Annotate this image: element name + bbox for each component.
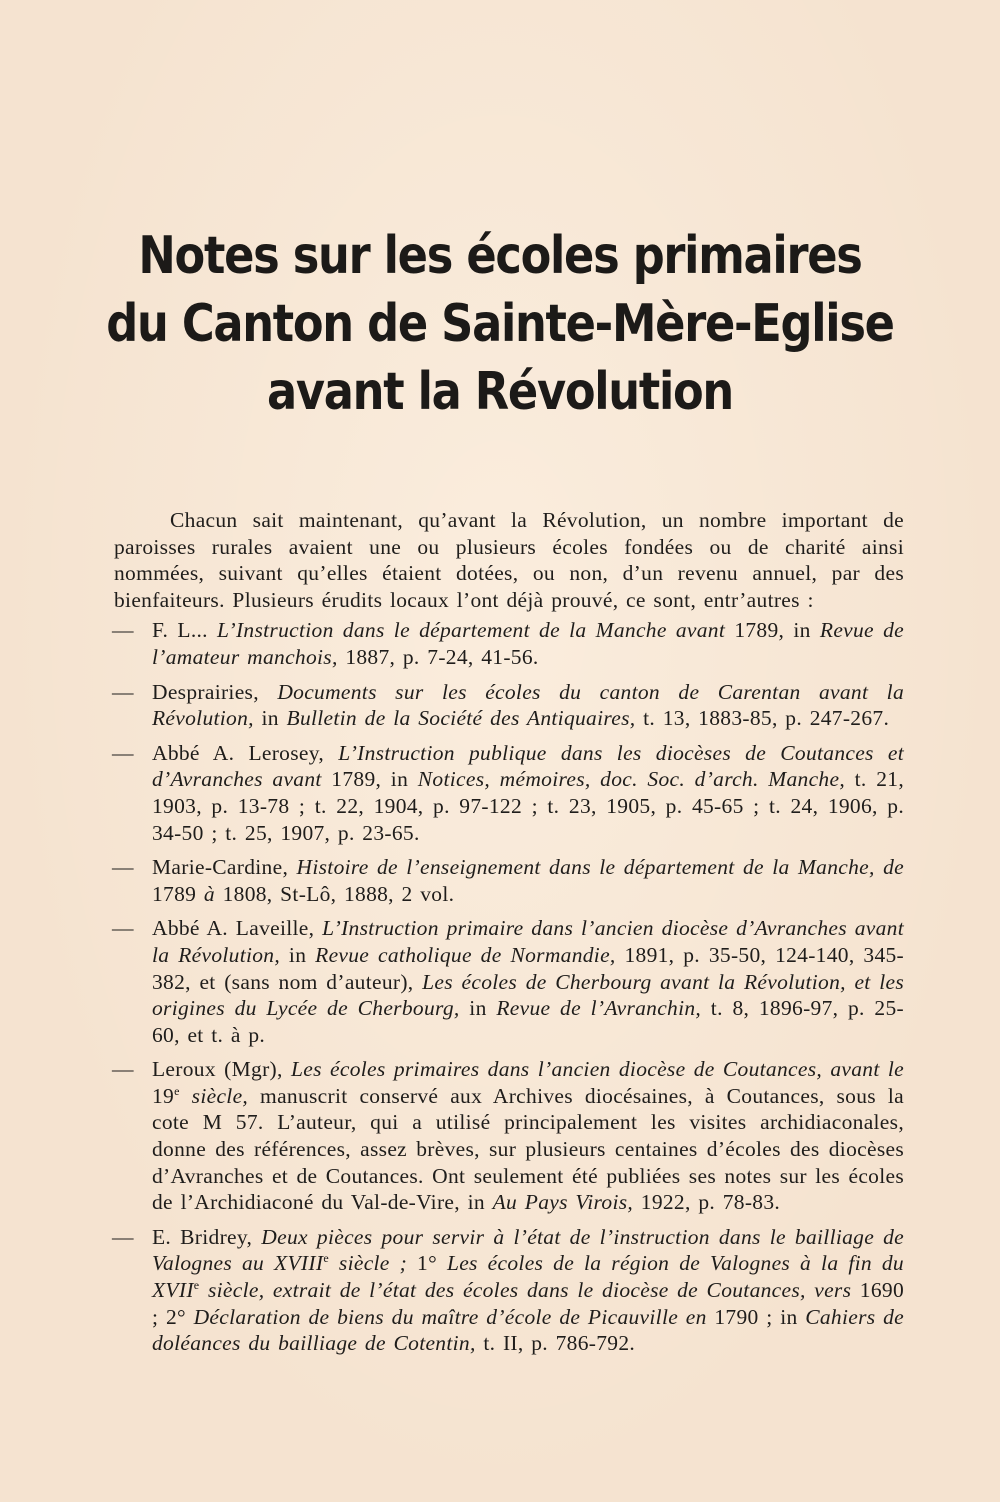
reference-dash: — [112,618,134,643]
reference-dash: — [112,740,134,765]
reference-dash: — [112,679,134,704]
reference-item-3: — Abbé A. Lerosey, L’Instruction publique dans les diocèses de Coutances et d’Avranches avant 1789, in Notices, mémoires, doc. Soc. d’arch. Manche, t. 21, 1903, p. 13-78 ; t. 22, 1904, p. 97-122 ; t. 23, 1905, p. 45-65 ; t. 24, 1906, p. 34-50 ; t. 25, 1907, p. 23-65. [112,740,905,845]
title-line-2: du Canton de Sainte-Mère-Eglise [106,294,894,354]
reference-dash: — [112,855,134,880]
reference-item-6: — Leroux (Mgr), Les écoles primaires dans l’ancien diocèse de Coutances, avant le 19e siècle, manuscrit conservé aux Archives diocésaines, à Coutances, sous la cote M 57. L’auteur, qui a utilisé principalement les visites archidiaconales, donne des références, assez brèves, sur plusieurs centaines d’écoles des diocèses d’Avranches et de Coutances. Ont seulement été publiées ses notes sur les écoles de l’Archidiaconé du Val-de-Vire, in Au Pays Virois, 1922, p. 78-83. [112,1057,904,1215]
title-line-1: Notes sur les écoles primaires [138,226,862,286]
reference-item-5: — Abbé A. Laveille, L’Instruction primaire dans l’ancien diocèse d’Avranches avant la Révolution, in Revue catholique de Normandie, 1891, p. 35-50, 124-140, 345-382, et (sans nom d’auteur), Les écoles de Cherbourg avant la Révolution, et les origines du Lycée de Cherbourg, in Revue de l’Avranchin, t. 8, 1896-97, p. 25-60, et t. à p. [112,916,905,1047]
reference-item-7: — E. Bridrey, Deux pièces pour servir à l’état de l’instruction dans le bailliage de Valognes au XVIIIe siècle ; 1° Les écoles de la région de Valognes à la fin du XVIIe siècle, extrait de l’état des écoles dans le diocèse de Coutances, vers 1690 ; 2° Déclaration de biens du maître d’école de Picauville en 1790 ; in Cahiers de doléances du bailliage de Cotentin, t. II, p. 786-792. [112,1224,905,1356]
reference-dash: — [112,1057,134,1082]
article-title [0,222,1000,426]
title-line-3: avant la Révolution [267,362,733,422]
reference-item-4: — Marie-Cardine, Histoire de l’enseignement dans le département de la Manche, de 1789 à 1808, St-Lô, 1888, 2 vol. [112,855,904,906]
intro-paragraph: Chacun sait maintenant, qu’avant la Révolution, un nombre important de paroisses rurales avaient une ou plusieurs écoles fondées ou de charité ainsi nommées, suivant qu’elles étaient dotées, ou non, d’un revenu annuel, par des bienfaiteurs. Plusieurs érudits locaux l’ont déjà prouvé, ce sont, entr’autres : [114,508,904,612]
reference-item-1: — F. L... L’Instruction dans le département de la Manche avant 1789, in Revue de l’amateur manchois, 1887, p. 7-24, 41-56. [112,618,904,669]
reference-dash: — [112,1224,134,1249]
article-body [112,507,904,1365]
reference-item-2: — Desprairies, Documents sur les écoles du canton de Carentan avant la Révolution, in Bulletin de la Société des Antiquaires, t. 13, 1883-85, p. 247-267. [112,679,904,731]
reference-dash: — [112,916,134,941]
